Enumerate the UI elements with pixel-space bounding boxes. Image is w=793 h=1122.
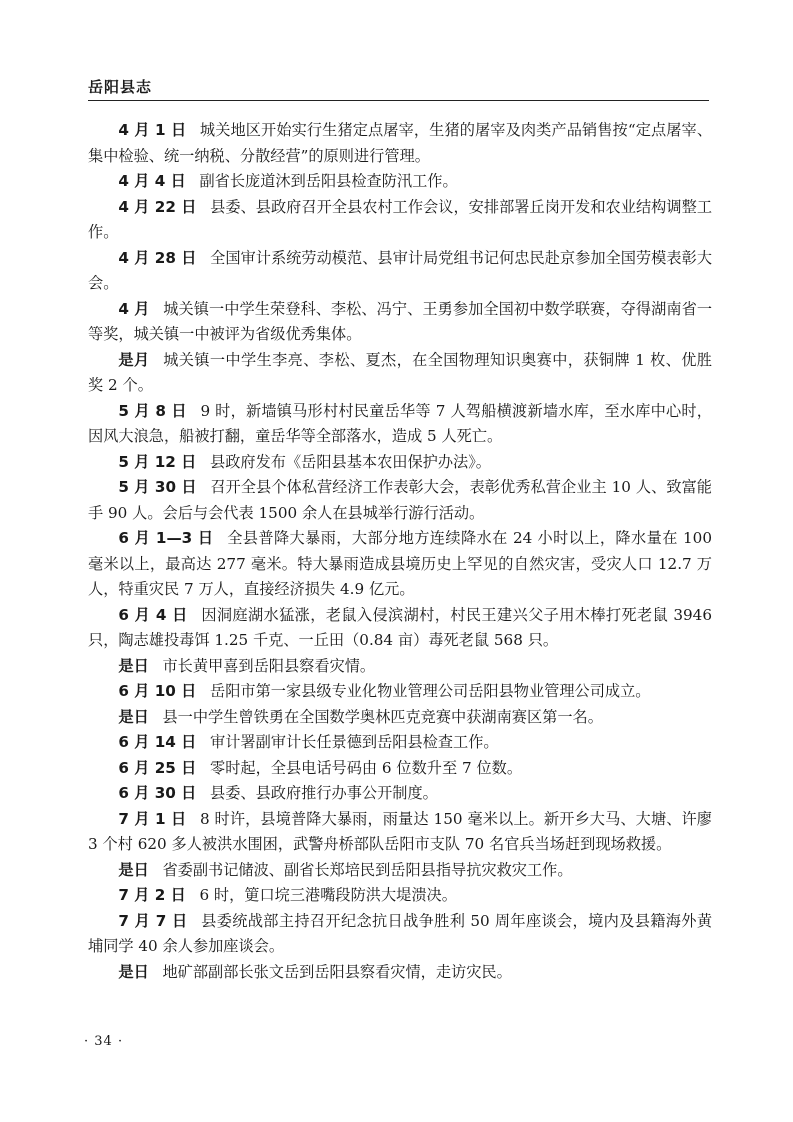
chronicle-entry <box>88 705 712 731</box>
entry-text: 县一中学生曾铁勇在全国数学奥林匹克竞赛中获湖南赛区第一名。 <box>162 707 603 726</box>
entry-date: 4 月 4 日 <box>118 172 186 190</box>
chronicle-entry <box>88 730 712 756</box>
entry-text: 县委、县政府推行办事公开制度。 <box>210 784 438 802</box>
chronicle-entry <box>88 348 712 399</box>
entry-text: 县委、县政府召开全县农村工作会议，安排部署丘岗开发和农业结构调整工作。 <box>88 197 713 241</box>
chronicle-entry <box>88 169 712 195</box>
chronicle-entry <box>88 450 712 476</box>
entry-date: 5 月 30 日 <box>118 478 197 496</box>
chronicle-entry <box>88 297 712 348</box>
entry-text: 县政府发布《岳阳县基本农田保护办法》。 <box>210 452 491 471</box>
page-number: · 34 · <box>84 1034 124 1049</box>
entry-date: 6 月 10 日 <box>118 682 197 700</box>
entry-text: 审计署副审计长任景德到岳阳县检查工作。 <box>210 733 499 751</box>
entry-date: 6 月 14 日 <box>118 733 197 751</box>
chronicle-entry <box>88 118 712 169</box>
entry-text: 全县普降大暴雨，大部分地方连续降水在 24 小时以上，降水量在 100 毫米以上，最高达 277 毫米。特大暴雨造成县境历史上罕见的自然灾害，受灾人口 12.7 万人，特重灾民 7 万人，直接经济损失 4.9 亿元。 <box>88 529 712 598</box>
entry-date: 4 月 1 日 <box>118 121 187 139</box>
entry-date: 5 月 12 日 <box>118 452 197 471</box>
entry-date: 是月 <box>118 350 150 369</box>
entry-text: 市长黄甲喜到岳阳县察看灾情。 <box>162 656 376 675</box>
entry-text: 城关地区开始实行生猪定点屠宰，生猪的屠宰及肉类产品销售按“定点屠宰、集中检验、统一纳税、分散经营”的原则进行管理。 <box>88 121 713 165</box>
entry-date: 6 月 25 日 <box>118 758 197 777</box>
chronicle-entry <box>88 756 712 782</box>
entry-date: 是日 <box>118 707 149 726</box>
chronicle-entry <box>88 195 712 246</box>
entry-date: 6 月 30 日 <box>118 784 197 802</box>
entry-text: 城关镇一中学生荣登科、李松、冯宁、王勇参加全国初中数学联赛，夺得湖南省一等奖，城关镇一中被评为省级优秀集体。 <box>88 299 713 343</box>
entry-date: 5 月 8 日 <box>118 401 187 420</box>
entry-date: 7 月 1 日 <box>118 809 187 828</box>
chronicle-entry <box>88 781 712 807</box>
header-divider <box>88 100 709 101</box>
entry-text: 岳阳市第一家县级专业化物业管理公司岳阳县物业管理公司成立。 <box>210 682 651 700</box>
entry-date: 6 月 1—3 日 <box>118 529 214 547</box>
chronicle-entry <box>88 807 712 858</box>
chronicle-entry <box>88 526 712 603</box>
entry-text: 县委统战部主持召开纪念抗日战争胜利 50 周年座谈会，境内及县籍海外黄埔同学 40 余人参加座谈会。 <box>88 911 713 955</box>
entry-date: 6 月 4 日 <box>118 605 188 624</box>
entry-text: 9 时，新墙镇马形村村民童岳华等 7 人驾船横渡新墙水库，至水库中心时，因风大浪急，船被打翻，童岳华等全部落水，造成 5 人死亡。 <box>88 401 712 445</box>
chronicle-entry <box>88 399 712 450</box>
entry-text: 地矿部副部长张文岳到岳阳县察看灾情，走访灾民。 <box>162 962 512 981</box>
entry-text: 省委副书记储波、副省长郑培民到岳阳县指导抗灾救灾工作。 <box>162 860 573 879</box>
entry-date: 是日 <box>118 962 149 981</box>
entry-text: 因洞庭湖水猛涨，老鼠入侵滨湖村，村民王建兴父子用木棒打死老鼠 3946 只，陶志雄投毒饵 1.25 千克、一丘田（0.84 亩）毒死老鼠 568 只。 <box>88 605 713 649</box>
entry-date: 7 月 7 日 <box>118 911 188 930</box>
chronicle-entry <box>88 246 712 297</box>
chronicle-entry <box>88 603 712 654</box>
entry-text: 零时起，全县电话号码由 6 位数升至 7 位数。 <box>210 758 523 777</box>
entry-date: 是日 <box>118 656 149 675</box>
entry-text: 副省长庞道沐到岳阳县检查防汛工作。 <box>199 172 458 190</box>
entry-text: 召开全县个体私营经济工作表彰大会，表彰优秀私营企业主 10 人、致富能手 90 人。会后与会代表 1500 余人在县城举行游行活动。 <box>88 478 712 522</box>
chronicle-entries <box>88 118 712 985</box>
chronicle-entry <box>88 679 712 705</box>
chronicle-entry <box>88 858 712 884</box>
page-header-title: 岳阳县志 <box>88 78 153 96</box>
entry-text: 全国审计系统劳动模范、县审计局党组书记何忠民赴京参加全国劳模表彰大会。 <box>88 248 713 292</box>
chronicle-entry <box>88 960 712 986</box>
entry-date: 4 月 22 日 <box>118 197 197 216</box>
entry-date: 4 月 28 日 <box>118 248 197 267</box>
chronicle-entry <box>88 475 712 526</box>
entry-text: 6 时，筻口垸三港嘴段防洪大堤溃决。 <box>199 886 457 904</box>
chronicle-entry <box>88 654 712 680</box>
entry-date: 4 月 <box>118 299 150 318</box>
entry-date: 7 月 2 日 <box>118 886 186 904</box>
chronicle-entry <box>88 883 712 909</box>
entry-date: 是日 <box>118 860 149 879</box>
chronicle-entry <box>88 909 712 960</box>
entry-text: 8 时许，县境普降大暴雨，雨量达 150 毫米以上。新开乡大马、大塘、许廖 3 个村 620 多人被洪水围困，武警舟桥部队岳阳市支队 70 名官兵当场赶到现场救援。 <box>88 809 712 853</box>
entry-text: 城关镇一中学生李亮、李松、夏杰，在全国物理知识奥赛中，获铜牌 1 枚、优胜奖 2 个。 <box>88 350 712 394</box>
